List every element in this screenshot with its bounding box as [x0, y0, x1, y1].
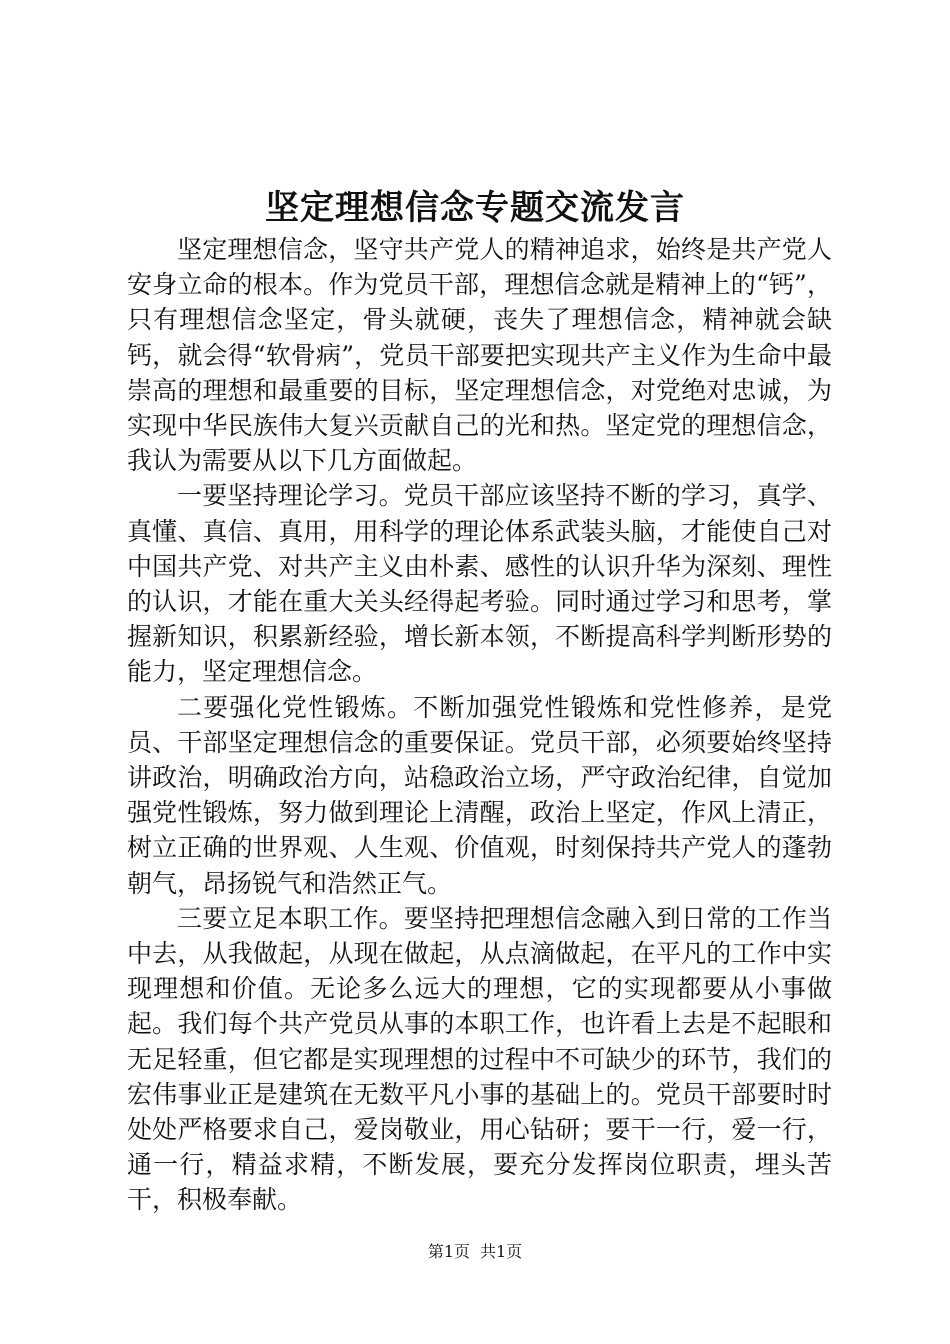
- paragraph-intro: 坚定理想信念，坚守共产党人的精神追求，始终是共产党人安身立命的根本。作为党员干部，理想信念就是精神上的“钙”，只有理想信念坚定，骨头就硬，丧失了理想信念，精神就会缺钙，就会得“软骨病”，党员干部要把实现共产主义作为生命中最崇高的理想和最重要的目标，坚定理想信念，对党绝对忠诚，为实现中华民族伟大复兴贡献自己的光和热。坚定党的理想信念，我认为需要从以下几方面做起。: [127, 235, 832, 476]
- paragraph-point-1: 一要坚持理论学习。党员干部应该坚持不断的学习，真学、真懂、真信、真用，用科学的理论体系武装头脑，才能使自己对中国共产党、对共产主义由朴素、感性的认识升华为深刻、理性的认识，才能在重大关头经得起考验。同时通过学习和思考，掌握新知识，积累新经验，增长新本领，不断提高科学判断形势的能力，坚定理想信念。: [127, 481, 832, 687]
- page-number-current: 第1页: [427, 1242, 470, 1261]
- page-number-total: 共1页: [480, 1242, 523, 1261]
- document-body: [127, 232, 832, 1218]
- paragraph-point-2: 二要强化党性锻炼。不断加强党性锻炼和党性修养，是党员、干部坚定理想信念的重要保证。党员干部，必须要始终坚持讲政治，明确政治方向，站稳政治立场，严守政治纪律，自觉加强党性锻炼，努力做到理论上清醒，政治上坚定，作风上清正，树立正确的世界观、人生观、价值观，时刻保持共产党人的蓬勃朝气，昂扬锐气和浩然正气。: [127, 692, 832, 898]
- document-title: 坚定理想信念专题交流发言: [265, 188, 685, 228]
- page-footer: [0, 1240, 950, 1264]
- paragraph-point-3: 三要立足本职工作。要坚持把理想信念融入到日常的工作当中去，从我做起，从现在做起，从点滴做起，在平凡的工作中实现理想和价值。无论多么远大的理想，它的实现都要从小事做起。我们每个共产党员从事的本职工作，也许看上去是不起眼和无足轻重，但它都是实现理想的过程中不可缺少的环节，我们的宏伟事业正是建筑在无数平凡小事的基础上的。党员干部要时时处处严格要求自己，爱岗敬业，用心钻研；要干一行，爱一行，通一行，精益求精，不断发展，要充分发挥岗位职责，埋头苦干，积极奉献。: [127, 903, 832, 1215]
